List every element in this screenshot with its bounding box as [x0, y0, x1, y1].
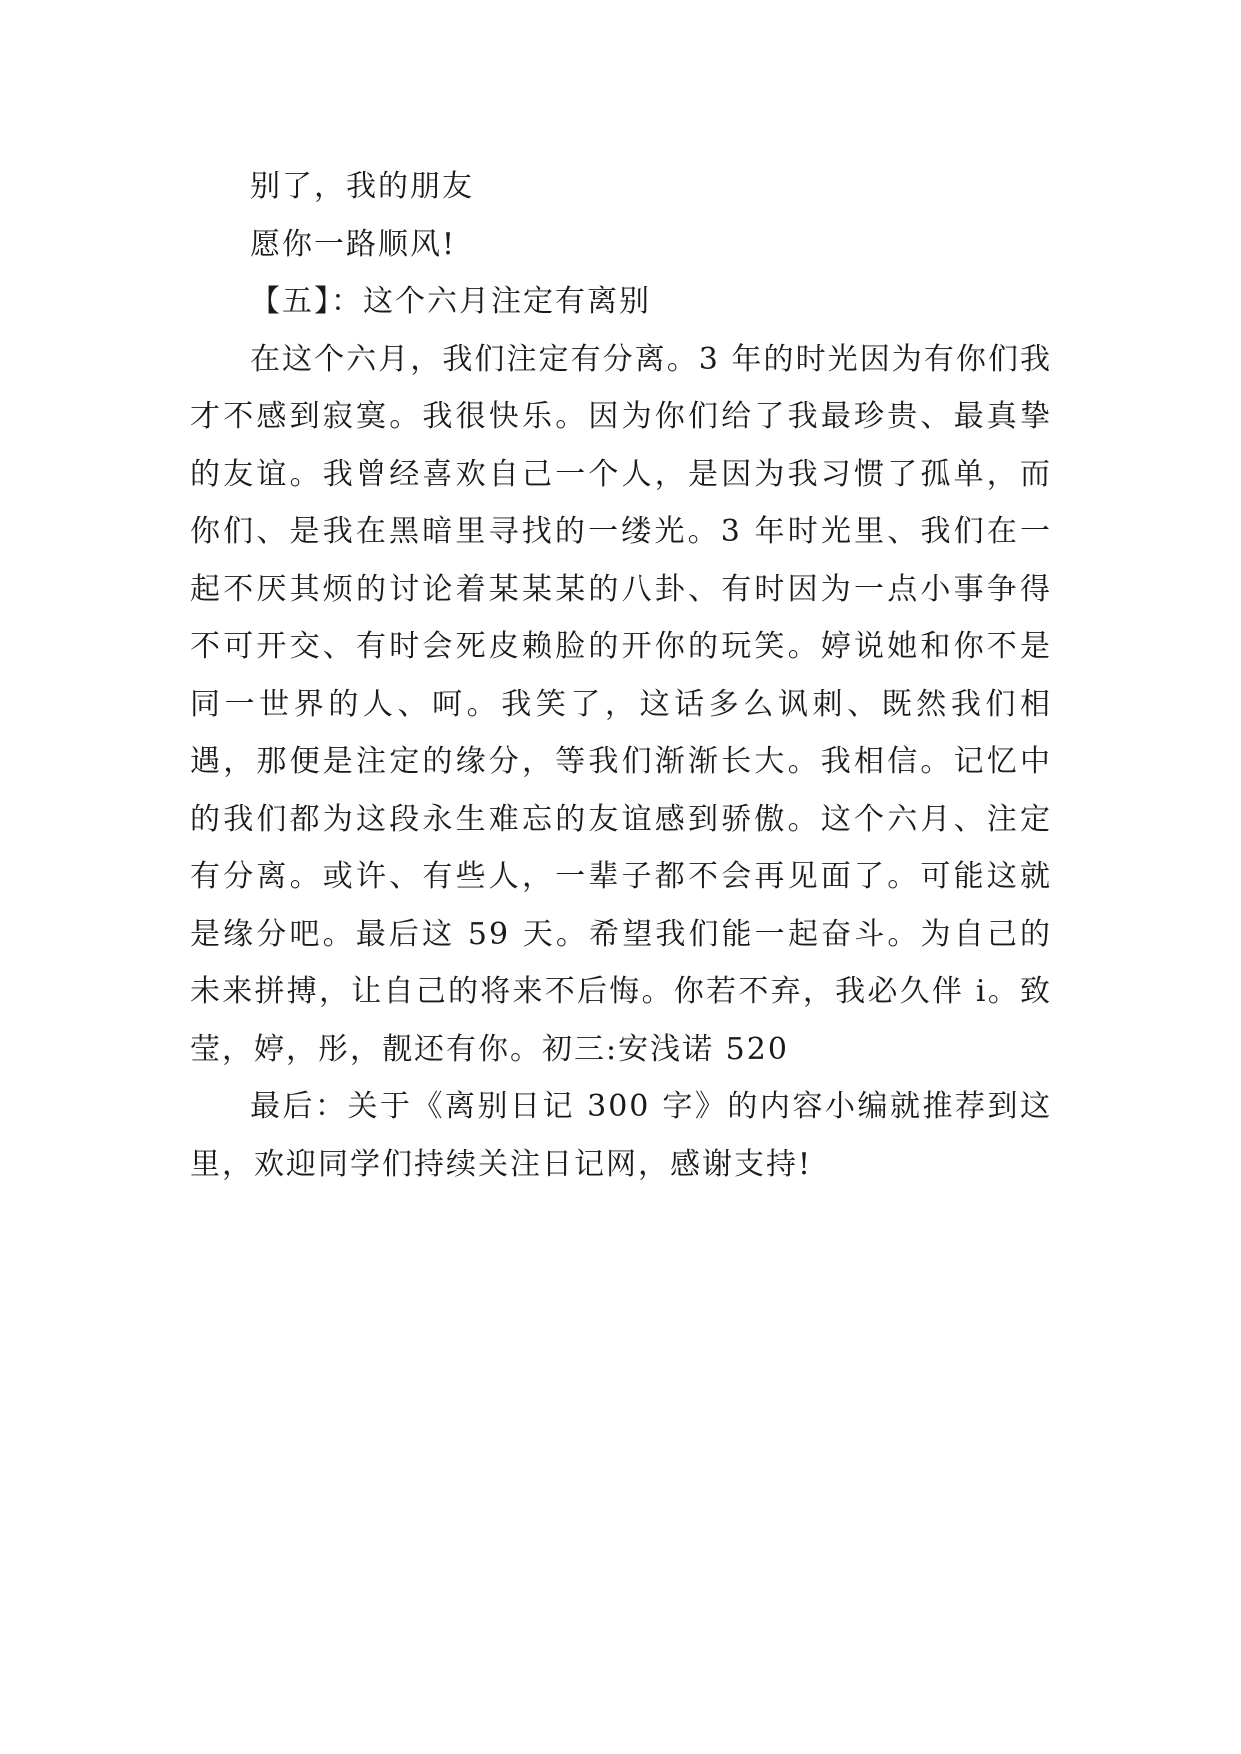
paragraph-closing: 最后：关于《离别日记 300 字》的内容小编就推荐到这里，欢迎同学们持续关注日记网，感谢支持!: [190, 1089, 1052, 1182]
paragraph-main: 在这个六月，我们注定有分离。3 年的时光因为有你们我才不感到寂寞。我很快乐。因为你们给了我最珍贵、最真挚的友谊。我曾经喜欢自己一个人，是因为我习惯了孤单，而你们、是我在黑暗里寻找的一缕光。3 年时光里、我们在一起不厌其烦的讨论着某某某的八卦、有时因为一点小事争得不可开交、有时会死皮赖脸的开你的玩笑。婷说她和你不是同一世界的人、呵。我笑了，这话多么讽刺、既然我们相遇，那便是注定的缘分，等我们渐渐长大。我相信。记忆中的我们都为这段永生难忘的友谊感到骄傲。这个六月、注定有分离。或许、有些人，一辈子都不会再见面了。可能这就是缘分吧。最后这 59 天。希望我们能一起奋斗。为自己的未来拼搏，让自己的将来不后悔。你若不弃，我必久伴 i。致莹，婷，彤，靓还有你。初三:安浅诺 520: [190, 341, 1052, 1067]
paragraph-wish: 愿你一路顺风!: [250, 226, 457, 262]
document-body: [190, 158, 1052, 1193]
paragraph-farewell: 别了，我的朋友: [250, 169, 474, 204]
section-heading: 【五】：这个六月注定有离别: [250, 284, 651, 319]
